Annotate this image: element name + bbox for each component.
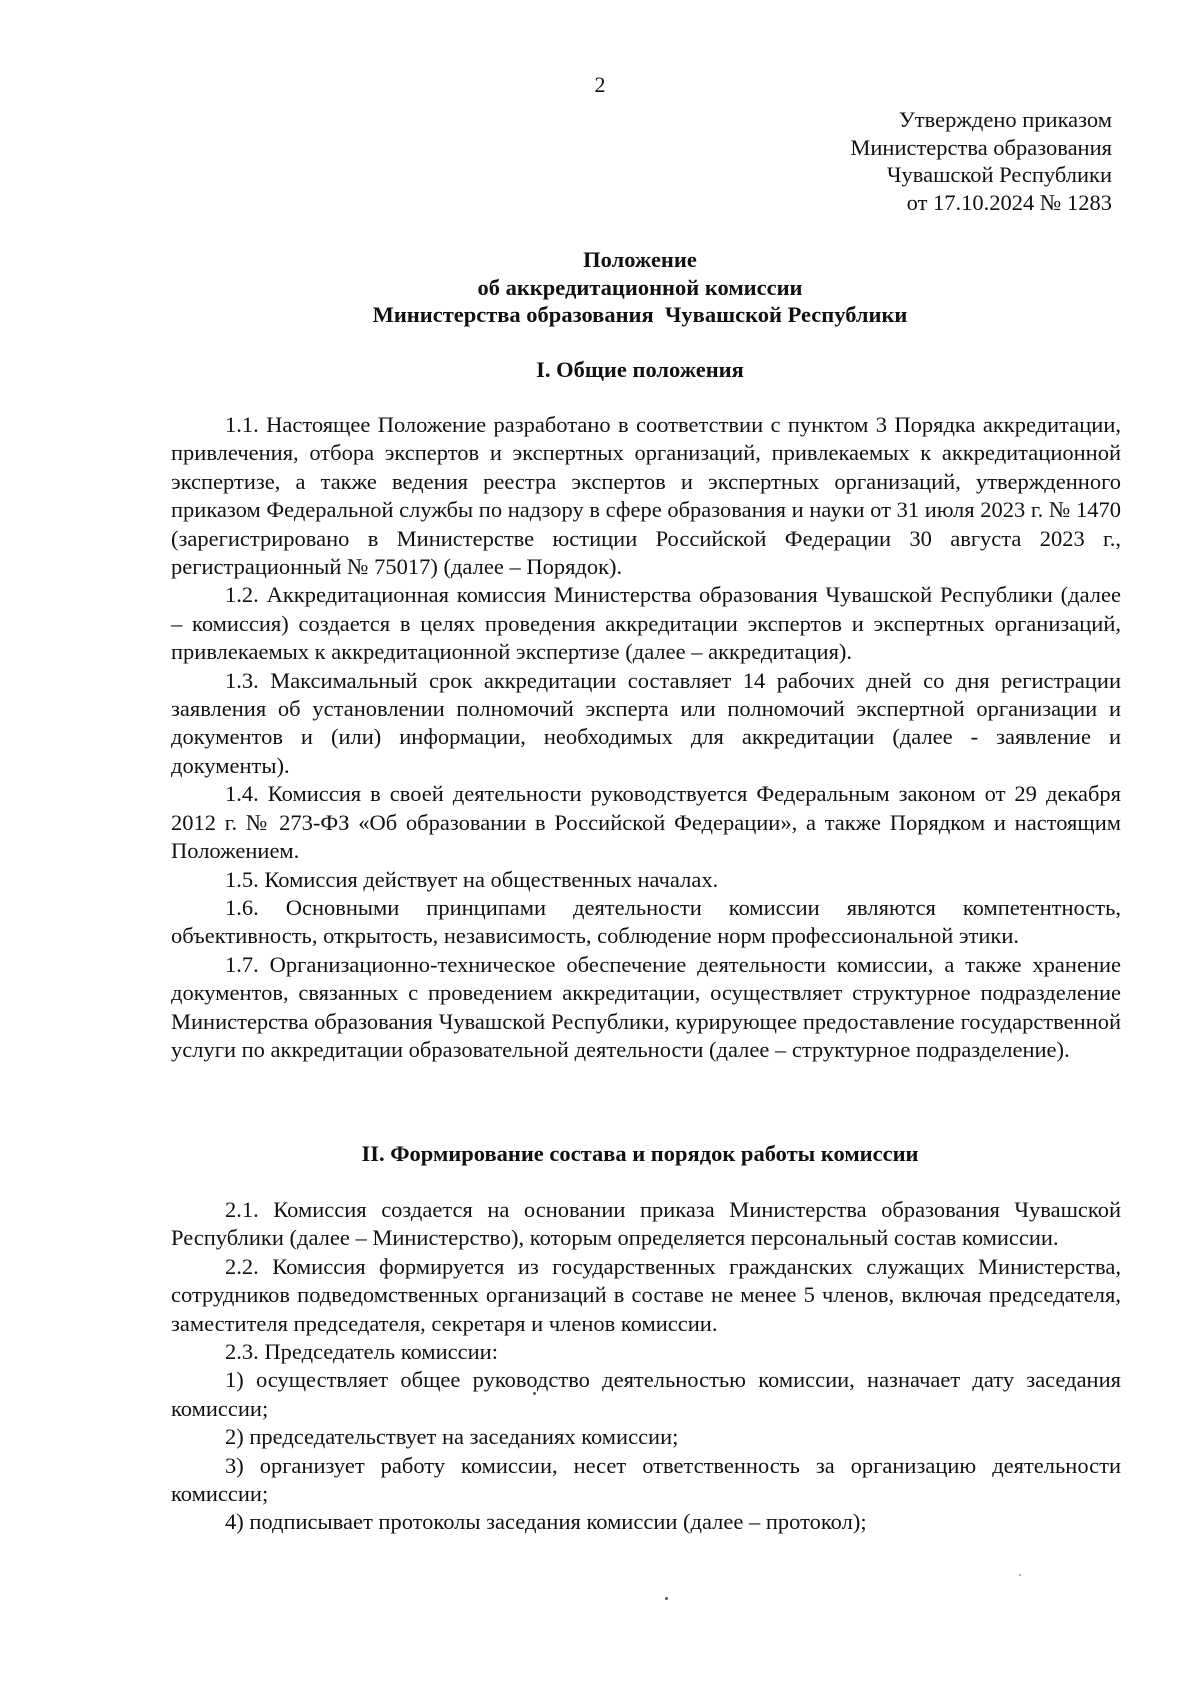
paragraph: 2.2. Комиссия формируется из государственных гражданских служащих Министерства, сотрудников подведомственных организаций в составе не менее 5 членов, включая председателя, заместителя председателя, секретаря и членов комиссии. (171, 1253, 1121, 1336)
list-item: 2) председательствует на заседаниях комиссии; (225, 1424, 679, 1450)
paragraph: 1.4. Комиссия в своей деятельности руководствуется Федеральным законом от 29 декабря 2012 г. № 273-ФЗ «Об образовании в Российской Федерации», а также Порядком и настоящим Положением. (171, 781, 1121, 864)
title-line: Министерства образования Чувашской Республики (372, 302, 908, 327)
scan-artifact (665, 1597, 668, 1600)
list-item: 4) подписывает протоколы заседания комиссии (далее – протокол); (225, 1509, 867, 1535)
title-line: об аккредитационной комиссии (477, 274, 803, 300)
paragraph: 2.1. Комиссия создается на основании приказа Министерства образования Чувашской Республики (далее – Министерство), которым определяется персональный состав комиссии. (171, 1197, 1121, 1251)
paragraph: 1.7. Организационно-техническое обеспечение деятельности комиссии, а также хранение документов, связанных с проведением аккредитации, осуществляет структурное подразделение Министерства образования Чувашской Республики, курирующее предоставление государственной услуги по аккредитации образовательной деятельности (далее – структурное подразделение). (171, 951, 1121, 1062)
section-heading: I. Общие положения (536, 357, 744, 382)
approval-line: Чувашской Республики (886, 162, 1112, 187)
paragraph: 1.2. Аккредитационная комиссия Министерства образования Чувашской Республики (далее – комиссия) создается в целях проведения аккредитации экспертов и экспертных организаций, привлекаемых к аккредитационной экспертизе (далее – аккредитация). (171, 582, 1121, 665)
approval-line: от 17.10.2024 № 1283 (906, 189, 1112, 215)
approval-stamp-block (692, 106, 1112, 216)
document-title (150, 246, 1130, 329)
scan-artifact (1019, 1574, 1021, 1576)
scan-artifact (533, 1392, 536, 1395)
paragraph: 2.3. Председатель комиссии: (225, 1339, 498, 1365)
list-item: 1) осуществляет общее руководство деятельностью комиссии, назначает дату заседания комиссии; (171, 1367, 1121, 1421)
paragraph: 1.5. Комиссия действует на общественных началах. (225, 866, 719, 892)
paragraph: 1.6. Основными принципами деятельности комиссии являются компетентность, объективность, открытость, независимость, соблюдение норм профессиональной этики. (171, 894, 1121, 949)
paragraph: 1.3. Максимальный срок аккредитации составляет 14 рабочих дней со дня регистрации заявления об установлении полномочий эксперта или полномочий экспертной организации и документов и (или) информации, необходимых для аккредитации (далее - заявление и документы). (171, 667, 1121, 778)
section-body (171, 1196, 1121, 1537)
approval-line: Министерства образования (850, 134, 1112, 160)
section-heading: II. Формирование состава и порядок работы комиссии (361, 1141, 919, 1166)
title-line: Положение (583, 247, 697, 272)
list-item: 3) организует работу комиссии, несет ответственность за организацию деятельности комиссии; (171, 1452, 1121, 1507)
approval-line: Утверждено приказом (898, 107, 1112, 132)
section-body (171, 411, 1121, 1064)
paragraph: 1.1. Настоящее Положение разработано в соответствии с пунктом 3 Порядка аккредитации, привлечения, отбора экспертов и экспертных организаций, привлекаемых к аккредитационной экспертизе, а также ведения реестра экспертов и экспертных организаций, утвержденного приказом Федеральной службы по надзору в сфере образования и науки от 31 июля 2023 г. № 1470 (зарегистрировано в Министерстве юстиции Российской Федерации 30 августа 2023 г., регистрационный № 75017) (далее – Порядок). (171, 412, 1121, 580)
page-number: 2 (594, 72, 606, 97)
